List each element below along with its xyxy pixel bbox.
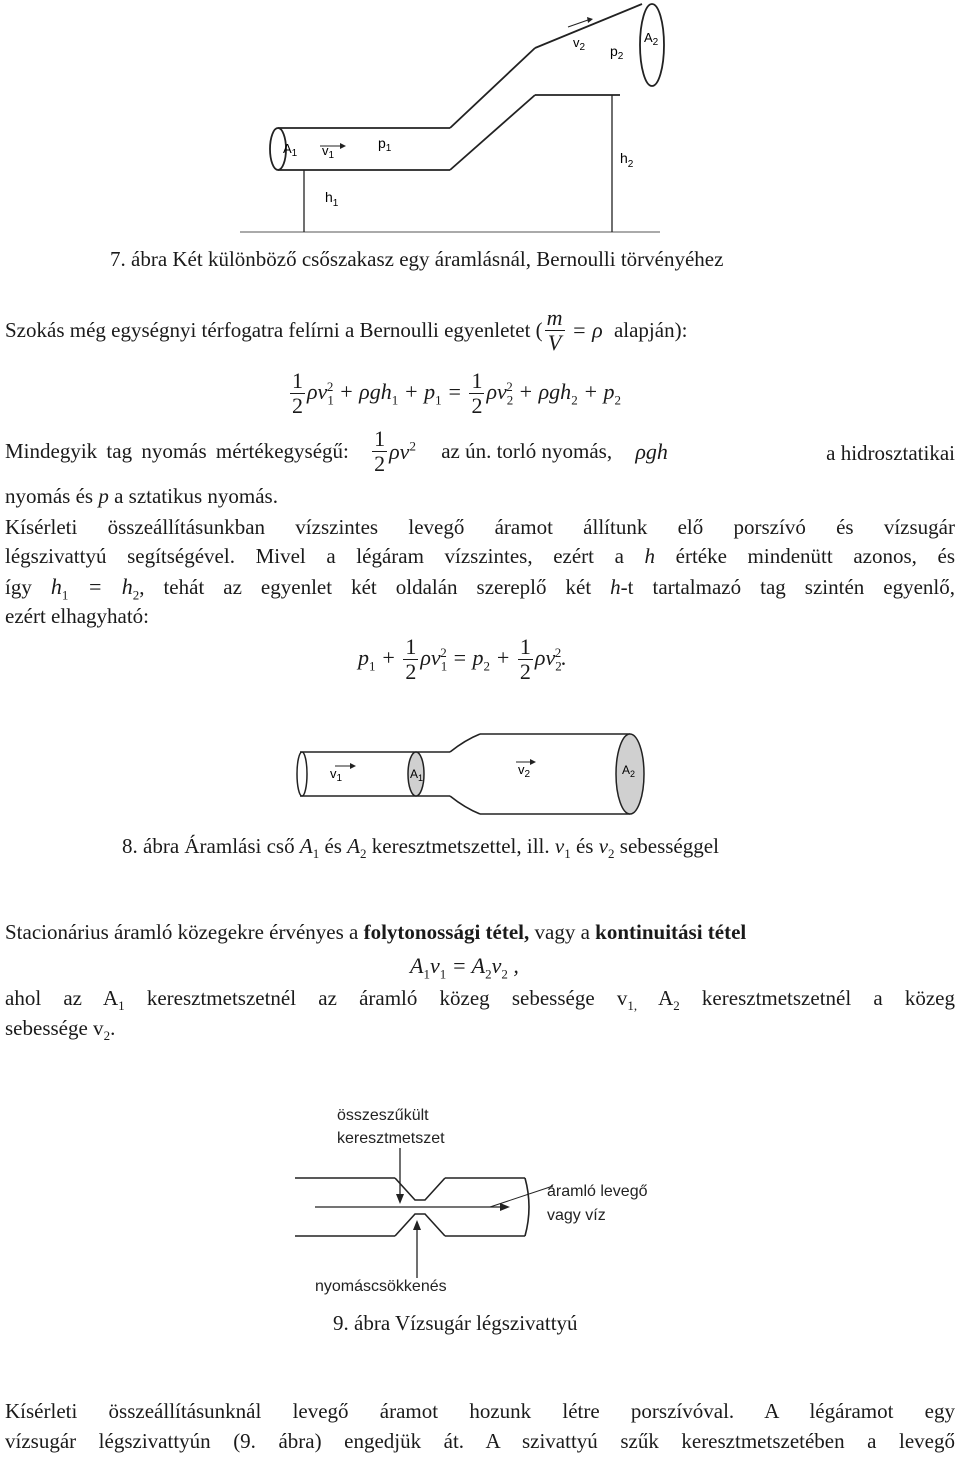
figure-8-caption: 8. ábra Áramlási cső $A_1$ és $A_2$ keresztmetszettel, ill. $v_1$ és $v_2$ sebességgel bbox=[122, 834, 719, 862]
label-narrowed: összeszűkült bbox=[337, 1107, 429, 1124]
label-pressure-drop: nyomáscsökkenés bbox=[315, 1278, 447, 1295]
label-a1: $A_1$ bbox=[283, 141, 298, 159]
figure-9-caption: 9. ábra Vízsugár légszivattyú bbox=[333, 1311, 578, 1335]
label-p2: $p_2$ bbox=[610, 43, 624, 62]
label-flowing-air: áramló levegő bbox=[547, 1183, 648, 1200]
paragraph-continuity-explain-line1: ahol az $A_1$ keresztmetszetnél az áramló közeg sebessége $v_{1,}$ $A_2$ keresztmetszetnél a közeg bbox=[5, 986, 955, 1014]
paragraph-continuity-explain-line2: sebessége $v_2$. bbox=[5, 1016, 116, 1044]
label-p1: $p_1$ bbox=[378, 135, 392, 154]
paragraph-pressure-terms-line2: nyomás és p a sztatikus nyomás. bbox=[5, 484, 278, 508]
label-a2: $A_2$ bbox=[644, 30, 659, 48]
bernoulli-equation-horizontal: $p_1$ + $\frac{1}{2}$ $\rho v_1^2 = p_2$ + $\frac{1}{2}$ $\rho v_2^2$. bbox=[358, 634, 567, 684]
label-a1: $A_1$ bbox=[410, 767, 424, 783]
label-v1: $v_1$ bbox=[322, 143, 335, 161]
figure-7-caption: 7. ábra Két különböző csőszakasz egy áramlásnál, Bernoulli törvényéhez bbox=[110, 247, 724, 271]
paragraph-experiment-line3: így $h_1 = h_2$, tehát az egyenlet két oldalán szereplő két h-t tartalmazó tag szintén egyenlő, bbox=[5, 574, 955, 603]
label-v1: $v_1$ bbox=[330, 766, 343, 784]
label-h1: $h_1$ bbox=[325, 189, 339, 209]
label-h2: $h_2$ bbox=[620, 150, 634, 170]
paragraph-pressure-terms: Mindegyik tag nyomás mértékegységű: $\frac{1}{2}$ $\rho v^2$ az ún. torló nyomás, ρgh a hidrosztatikai bbox=[5, 426, 955, 476]
continuity-equation: $A_1v_1 = A_2v_2$ , bbox=[410, 953, 519, 982]
label-cross-section: keresztmetszet bbox=[337, 1130, 445, 1147]
paragraph-setup-line1: Kísérleti összeállításunknál levegő áramot hozunk létre porszívóval. A légáramot egy bbox=[5, 1399, 955, 1423]
paragraph-experiment-line2: légszivattyú segítségével. Mivel a légáram vízszintes, ezért a h értéke mindenütt azonos, és bbox=[5, 544, 955, 568]
paragraph-experiment-line1: Kísérleti összeállításunkban vízszintes levegő áramot állítunk elő porszívó és vízsugár bbox=[5, 515, 955, 539]
label-v2: $v_2$ bbox=[518, 762, 531, 780]
label-or-water: vagy víz bbox=[547, 1207, 606, 1224]
paragraph-setup-line2: vízsugár légszivattyún (9. ábra) engedjük át. A szivattyú szűk keresztmetszetében a levegő bbox=[5, 1429, 955, 1453]
label-v2: $v_2$ bbox=[573, 35, 586, 53]
figure-7-pipe-diagram bbox=[240, 0, 680, 235]
label-a2: $A_2$ bbox=[622, 763, 636, 779]
figure-9-water-jet-pump bbox=[285, 1100, 705, 1300]
figure-8-flow-tube bbox=[290, 730, 670, 820]
paragraph-continuity: Stacionárius áramló közegekre érvényes a folytonossági tétel, vagy a kontinuitási tétel bbox=[5, 920, 747, 944]
bernoulli-equation-full: $\frac{1}{2}$ $\rho v_1^2 + \rho gh_1 + p_1$ = $\frac{1}{2}$ $\rho v_2^2 + \rho gh_2 + p_2$ bbox=[292, 368, 622, 418]
paragraph-experiment-line4: ezért elhagyható: bbox=[5, 604, 150, 628]
paragraph-bernoulli-intro: Szokás még egységnyi térfogatra felírni a Bernoulli egyenletet ( $\frac{m}{V}$ = ρ alapján): bbox=[5, 305, 688, 355]
mass-volume-fraction: $\frac{m}{V}$ bbox=[546, 305, 563, 355]
